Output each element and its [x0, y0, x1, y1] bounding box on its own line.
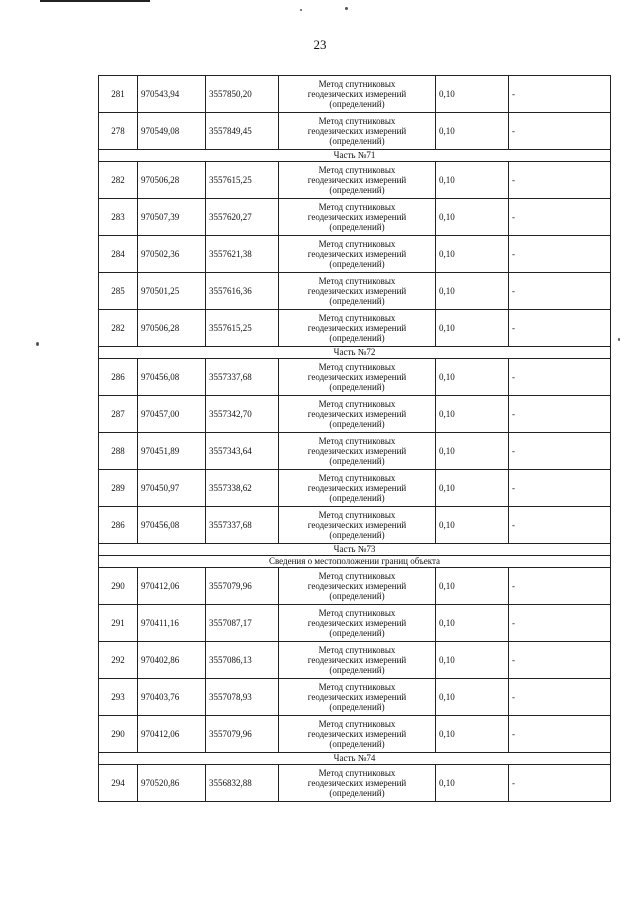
precision-cell: 0,10: [436, 162, 509, 199]
y-coordinate-cell: 3557615,25: [206, 162, 279, 199]
point-number-cell: 293: [99, 679, 138, 716]
x-coordinate-cell: 970403,76: [138, 679, 206, 716]
y-coordinate-cell: 3557338,62: [206, 470, 279, 507]
method-line: геодезических измерений: [307, 581, 407, 591]
method-line: Метод спутниковых: [318, 362, 396, 372]
method-cell: [279, 199, 436, 236]
method-cell: [279, 162, 436, 199]
method-line: (определений): [329, 456, 385, 466]
description-cell: -: [509, 679, 611, 716]
method-cell: [279, 113, 436, 150]
method-line: Метод спутниковых: [318, 399, 396, 409]
method-cell: [279, 507, 436, 544]
point-number-cell: 290: [99, 716, 138, 753]
method-line: Метод спутниковых: [318, 682, 396, 692]
precision-cell: 0,10: [436, 433, 509, 470]
method-line: (определений): [329, 99, 385, 109]
y-coordinate-cell: 3557342,70: [206, 396, 279, 433]
description-cell: -: [509, 359, 611, 396]
y-coordinate-cell: 3557343,64: [206, 433, 279, 470]
method-line: (определений): [329, 333, 385, 343]
y-coordinate-cell: 3557079,96: [206, 716, 279, 753]
method-line: (определений): [329, 591, 385, 601]
point-number-cell: 283: [99, 199, 138, 236]
method-line: геодезических измерений: [307, 692, 407, 702]
x-coordinate-cell: 970520,86: [138, 765, 206, 802]
method-cell: [279, 359, 436, 396]
method-line: Метод спутниковых: [318, 79, 396, 89]
point-number-cell: 289: [99, 470, 138, 507]
method-line: Метод спутниковых: [318, 276, 396, 286]
table-row: [99, 76, 611, 113]
x-coordinate-cell: 970412,06: [138, 716, 206, 753]
precision-cell: 0,10: [436, 679, 509, 716]
y-coordinate-cell: 3556832,88: [206, 765, 279, 802]
section-title: Часть №73: [99, 544, 611, 556]
method-line: Метод спутниковых: [318, 473, 396, 483]
section-title: Сведения о местоположении границ объекта: [99, 556, 611, 568]
method-line: Метод спутниковых: [318, 239, 396, 249]
scan-speck: [36, 342, 39, 346]
description-cell: -: [509, 433, 611, 470]
method-line: геодезических измерений: [307, 729, 407, 739]
point-number-cell: 288: [99, 433, 138, 470]
table-row: [99, 236, 611, 273]
section-row: [99, 150, 611, 162]
point-number-cell: 278: [99, 113, 138, 150]
section-row: [99, 347, 611, 359]
x-coordinate-cell: 970501,25: [138, 273, 206, 310]
precision-cell: 0,10: [436, 199, 509, 236]
point-number-cell: 292: [99, 642, 138, 679]
point-number-cell: 286: [99, 507, 138, 544]
x-coordinate-cell: 970506,28: [138, 162, 206, 199]
precision-cell: 0,10: [436, 605, 509, 642]
y-coordinate-cell: 3557615,25: [206, 310, 279, 347]
description-cell: -: [509, 568, 611, 605]
method-cell: [279, 605, 436, 642]
method-line: геодезических измерений: [307, 126, 407, 136]
section-title: Часть №72: [99, 347, 611, 359]
table-row: [99, 162, 611, 199]
precision-cell: 0,10: [436, 470, 509, 507]
scan-speck: [618, 338, 620, 341]
table-row: [99, 507, 611, 544]
method-line: Метод спутниковых: [318, 768, 396, 778]
description-cell: -: [509, 76, 611, 113]
y-coordinate-cell: 3557849,45: [206, 113, 279, 150]
method-cell: [279, 396, 436, 433]
description-cell: -: [509, 199, 611, 236]
table-row: [99, 605, 611, 642]
x-coordinate-cell: 970450,97: [138, 470, 206, 507]
x-coordinate-cell: 970411,16: [138, 605, 206, 642]
x-coordinate-cell: 970543,94: [138, 76, 206, 113]
section-row: [99, 556, 611, 568]
table-row: [99, 433, 611, 470]
scan-speck: [300, 9, 302, 11]
method-line: (определений): [329, 628, 385, 638]
x-coordinate-cell: 970506,28: [138, 310, 206, 347]
method-line: (определений): [329, 259, 385, 269]
description-cell: -: [509, 605, 611, 642]
page-number: 23: [313, 37, 327, 52]
description-cell: -: [509, 642, 611, 679]
y-coordinate-cell: 3557616,36: [206, 273, 279, 310]
point-number-cell: 281: [99, 76, 138, 113]
method-cell: [279, 679, 436, 716]
method-cell: [279, 433, 436, 470]
method-line: Метод спутниковых: [318, 313, 396, 323]
method-line: геодезических измерений: [307, 446, 407, 456]
table-row: [99, 310, 611, 347]
method-line: (определений): [329, 739, 385, 749]
method-line: Метод спутниковых: [318, 608, 396, 618]
precision-cell: 0,10: [436, 765, 509, 802]
precision-cell: 0,10: [436, 716, 509, 753]
table-row: [99, 765, 611, 802]
coordinates-table: [98, 75, 611, 802]
method-line: геодезических измерений: [307, 323, 407, 333]
method-line: (определений): [329, 530, 385, 540]
table-row: [99, 470, 611, 507]
precision-cell: 0,10: [436, 236, 509, 273]
description-cell: -: [509, 716, 611, 753]
scan-speck: [345, 7, 348, 10]
method-line: геодезических измерений: [307, 778, 407, 788]
method-line: геодезических измерений: [307, 483, 407, 493]
point-number-cell: 282: [99, 162, 138, 199]
method-line: геодезических измерений: [307, 655, 407, 665]
method-line: (определений): [329, 665, 385, 675]
precision-cell: 0,10: [436, 568, 509, 605]
y-coordinate-cell: 3557086,13: [206, 642, 279, 679]
precision-cell: 0,10: [436, 76, 509, 113]
method-line: (определений): [329, 702, 385, 712]
coordinates-table-body: [99, 76, 611, 802]
table-row: [99, 199, 611, 236]
method-cell: [279, 642, 436, 679]
method-cell: [279, 273, 436, 310]
precision-cell: 0,10: [436, 507, 509, 544]
method-line: геодезических измерений: [307, 89, 407, 99]
description-cell: -: [509, 273, 611, 310]
x-coordinate-cell: 970402,86: [138, 642, 206, 679]
description-cell: -: [509, 236, 611, 273]
method-cell: [279, 236, 436, 273]
y-coordinate-cell: 3557087,17: [206, 605, 279, 642]
precision-cell: 0,10: [436, 642, 509, 679]
y-coordinate-cell: 3557079,96: [206, 568, 279, 605]
method-line: Метод спутниковых: [318, 645, 396, 655]
point-number-cell: 287: [99, 396, 138, 433]
method-line: Метод спутниковых: [318, 165, 396, 175]
method-line: Метод спутниковых: [318, 510, 396, 520]
method-line: геодезических измерений: [307, 212, 407, 222]
method-line: геодезических измерений: [307, 618, 407, 628]
description-cell: -: [509, 507, 611, 544]
method-line: (определений): [329, 419, 385, 429]
y-coordinate-cell: 3557621,38: [206, 236, 279, 273]
scan-artifact-line: [40, 0, 150, 2]
point-number-cell: 285: [99, 273, 138, 310]
y-coordinate-cell: 3557620,27: [206, 199, 279, 236]
method-cell: [279, 716, 436, 753]
method-cell: [279, 765, 436, 802]
method-cell: [279, 76, 436, 113]
x-coordinate-cell: 970456,08: [138, 507, 206, 544]
table-row: [99, 113, 611, 150]
section-title: Часть №71: [99, 150, 611, 162]
table-row: [99, 359, 611, 396]
y-coordinate-cell: 3557337,68: [206, 359, 279, 396]
method-line: геодезических измерений: [307, 520, 407, 530]
section-row: [99, 753, 611, 765]
method-line: Метод спутниковых: [318, 436, 396, 446]
y-coordinate-cell: 3557078,93: [206, 679, 279, 716]
x-coordinate-cell: 970502,36: [138, 236, 206, 273]
method-line: (определений): [329, 788, 385, 798]
table-row: [99, 396, 611, 433]
method-line: геодезических измерений: [307, 249, 407, 259]
x-coordinate-cell: 970456,08: [138, 359, 206, 396]
method-line: Метод спутниковых: [318, 719, 396, 729]
table-row: [99, 679, 611, 716]
description-cell: -: [509, 396, 611, 433]
precision-cell: 0,10: [436, 359, 509, 396]
method-line: геодезических измерений: [307, 409, 407, 419]
y-coordinate-cell: 3557337,68: [206, 507, 279, 544]
x-coordinate-cell: 970457,00: [138, 396, 206, 433]
table-row: [99, 716, 611, 753]
method-line: (определений): [329, 493, 385, 503]
precision-cell: 0,10: [436, 396, 509, 433]
section-title: Часть №74: [99, 753, 611, 765]
method-line: геодезических измерений: [307, 286, 407, 296]
method-line: (определений): [329, 222, 385, 232]
point-number-cell: 284: [99, 236, 138, 273]
x-coordinate-cell: 970451,89: [138, 433, 206, 470]
x-coordinate-cell: 970549,08: [138, 113, 206, 150]
method-line: Метод спутниковых: [318, 571, 396, 581]
method-cell: [279, 310, 436, 347]
method-line: Метод спутниковых: [318, 202, 396, 212]
method-line: (определений): [329, 136, 385, 146]
table-row: [99, 642, 611, 679]
table-row: [99, 568, 611, 605]
method-cell: [279, 470, 436, 507]
description-cell: -: [509, 310, 611, 347]
precision-cell: 0,10: [436, 310, 509, 347]
method-cell: [279, 568, 436, 605]
point-number-cell: 286: [99, 359, 138, 396]
precision-cell: 0,10: [436, 113, 509, 150]
point-number-cell: 290: [99, 568, 138, 605]
precision-cell: 0,10: [436, 273, 509, 310]
method-line: геодезических измерений: [307, 372, 407, 382]
method-line: (определений): [329, 382, 385, 392]
description-cell: -: [509, 765, 611, 802]
x-coordinate-cell: 970507,39: [138, 199, 206, 236]
method-line: (определений): [329, 185, 385, 195]
y-coordinate-cell: 3557850,20: [206, 76, 279, 113]
description-cell: -: [509, 113, 611, 150]
method-line: (определений): [329, 296, 385, 306]
description-cell: -: [509, 470, 611, 507]
point-number-cell: 294: [99, 765, 138, 802]
point-number-cell: 291: [99, 605, 138, 642]
method-line: геодезических измерений: [307, 175, 407, 185]
description-cell: -: [509, 162, 611, 199]
method-line: Метод спутниковых: [318, 116, 396, 126]
point-number-cell: 282: [99, 310, 138, 347]
x-coordinate-cell: 970412,06: [138, 568, 206, 605]
section-row: [99, 544, 611, 556]
table-row: [99, 273, 611, 310]
